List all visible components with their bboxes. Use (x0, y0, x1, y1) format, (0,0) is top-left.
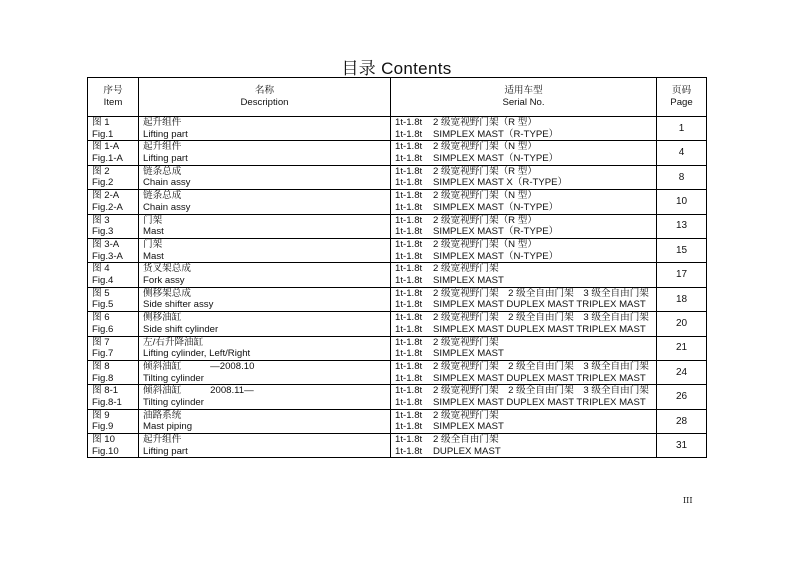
table-row (88, 434, 707, 458)
serial-text-cn: 2 级宽视野门架（R 型） (433, 117, 537, 129)
serial-range: 1t-1.8t (395, 263, 423, 275)
serial-line-en (395, 421, 652, 433)
description-cell (139, 165, 391, 189)
page-cell: 21 (657, 336, 707, 360)
serial-range: 1t-1.8t (395, 226, 423, 238)
serial-line-cn (395, 410, 652, 422)
serial-range: 1t-1.8t (395, 250, 423, 262)
serial-cell (391, 117, 657, 141)
description-cell (139, 409, 391, 433)
item-cn: 图 3-A (92, 239, 120, 251)
item-cn: 图 1 (92, 117, 110, 129)
description-en: Side shift cylinder (143, 323, 219, 335)
serial-text-cn: 2 级全自由门架 (433, 434, 499, 446)
item-cell (88, 141, 139, 165)
serial-text-en: SIMPLEX MAST（R-TYPE） (433, 128, 559, 140)
description-en: Tilting cylinder (143, 396, 204, 408)
table-row (88, 238, 707, 262)
serial-range: 1t-1.8t (395, 287, 423, 299)
table-row (88, 141, 707, 165)
serial-range: 1t-1.8t (395, 434, 423, 446)
description-cell (139, 263, 391, 287)
serial-text-en: SIMPLEX MAST DUPLEX MAST TRIPLEX MAST (433, 323, 646, 335)
serial-range: 1t-1.8t (395, 214, 423, 226)
description-en: Lifting cylinder, Left/Right (143, 348, 251, 360)
serial-line-en (395, 324, 652, 336)
serial-cell (391, 385, 657, 409)
description-cell (139, 287, 391, 311)
item-en: Fig.8-1 (92, 396, 122, 408)
serial-line-cn (395, 337, 652, 349)
serial-line-cn (395, 190, 652, 202)
item-cell (88, 336, 139, 360)
item-cell (88, 287, 139, 311)
serial-text-en: SIMPLEX MAST (433, 421, 504, 433)
serial-range: 1t-1.8t (395, 336, 423, 348)
description-cell (139, 141, 391, 165)
description-cell (139, 117, 391, 141)
serial-line-cn (395, 263, 652, 275)
description-en: Lifting part (143, 153, 188, 165)
description-en: Tilting cylinder (143, 372, 204, 384)
serial-text-cn: 2 级宽视野门架 (433, 336, 499, 348)
page-cell: 15 (657, 238, 707, 262)
serial-range: 1t-1.8t (395, 141, 423, 153)
serial-text-en: SIMPLEX MAST DUPLEX MAST TRIPLEX MAST (433, 372, 646, 384)
serial-line-cn (395, 312, 652, 324)
serial-text-cn: 2 级宽视野门架（R 型） (433, 165, 537, 177)
serial-text-en: SIMPLEX MAST DUPLEX MAST TRIPLEX MAST (433, 396, 646, 408)
serial-cell (391, 434, 657, 458)
item-cn: 图 5 (92, 287, 110, 299)
description-cell (139, 336, 391, 360)
item-en: Fig.7 (92, 348, 114, 360)
serial-range: 1t-1.8t (395, 201, 423, 213)
table-row (88, 409, 707, 433)
serial-text-cn: 2 级宽视野门架 2 级全自由门架 3 级全自由门架 (433, 312, 649, 324)
item-en: Fig.2 (92, 177, 114, 189)
page-cell: 13 (657, 214, 707, 238)
page-cell: 18 (657, 287, 707, 311)
serial-line-en (395, 446, 652, 458)
serial-line-cn (395, 385, 652, 397)
serial-range: 1t-1.8t (395, 396, 423, 408)
serial-range: 1t-1.8t (395, 299, 423, 311)
item-cn: 图 10 (92, 434, 115, 446)
page-cell: 17 (657, 263, 707, 287)
description-cell (139, 385, 391, 409)
description-cn: 起升组件 (143, 141, 182, 153)
description-cn: 倾斜油缸 2008.11— (143, 385, 254, 397)
description-cn: 货叉架总成 (143, 263, 191, 275)
serial-line-en (395, 348, 652, 360)
serial-range: 1t-1.8t (395, 348, 423, 360)
serial-range: 1t-1.8t (395, 372, 423, 384)
serial-range: 1t-1.8t (395, 312, 423, 324)
description-en: Lifting part (143, 128, 188, 140)
serial-range: 1t-1.8t (395, 409, 423, 421)
item-cell (88, 238, 139, 262)
serial-text-cn: 2 级宽视野门架 2 级全自由门架 3 级全自由门架 (433, 287, 649, 299)
table-row (88, 190, 707, 214)
serial-range: 1t-1.8t (395, 385, 423, 397)
item-en: Fig.10 (92, 445, 119, 457)
serial-cell (391, 409, 657, 433)
serial-range: 1t-1.8t (395, 190, 423, 202)
header-page-cn: 页码 (671, 85, 692, 97)
item-cell (88, 434, 139, 458)
item-cell (88, 190, 139, 214)
serial-line-cn (395, 215, 652, 227)
serial-text-en: SIMPLEX MAST DUPLEX MAST TRIPLEX MAST (433, 299, 646, 311)
serial-range: 1t-1.8t (395, 153, 423, 165)
serial-cell (391, 287, 657, 311)
description-en: Mast piping (143, 421, 193, 433)
item-cn: 图 8-1 (92, 385, 119, 397)
serial-line-cn (395, 141, 652, 153)
description-cell (139, 434, 391, 458)
serial-range: 1t-1.8t (395, 128, 423, 140)
description-cell (139, 214, 391, 238)
serial-range: 1t-1.8t (395, 117, 423, 129)
description-en: Fork assy (143, 275, 185, 287)
serial-line-cn (395, 361, 652, 373)
serial-line-cn (395, 434, 652, 446)
serial-line-en (395, 275, 652, 287)
serial-text-en: SIMPLEX MAST（R-TYPE） (433, 226, 559, 238)
item-cn: 图 2-A (92, 190, 120, 202)
serial-text-en: DUPLEX MAST (433, 445, 501, 457)
item-en: Fig.4 (92, 275, 114, 287)
header-item-en: Item (103, 97, 123, 108)
serial-text-en: SIMPLEX MAST（N-TYPE） (433, 201, 559, 213)
item-cell (88, 117, 139, 141)
serial-text-cn: 2 级宽视野门架（N 型） (433, 141, 537, 153)
serial-text-en: SIMPLEX MAST X（R-TYPE） (433, 177, 568, 189)
serial-line-en (395, 177, 652, 189)
serial-range: 1t-1.8t (395, 361, 423, 372)
serial-range: 1t-1.8t (395, 177, 423, 189)
serial-line-en (395, 251, 652, 263)
serial-cell (391, 336, 657, 360)
item-cell (88, 165, 139, 189)
table-row (88, 385, 707, 409)
table-row (88, 214, 707, 238)
item-cn: 图 7 (92, 336, 110, 348)
serial-cell (391, 312, 657, 336)
serial-text-en: SIMPLEX MAST（N-TYPE） (433, 153, 559, 165)
item-en: Fig.5 (92, 299, 114, 311)
table-row (88, 165, 707, 189)
serial-line-cn (395, 288, 652, 300)
serial-line-cn (395, 117, 652, 129)
table-header-row (88, 78, 707, 117)
page-cell: 28 (657, 409, 707, 433)
header-description (139, 78, 391, 117)
serial-text-cn: 2 级宽视野门架（N 型） (433, 190, 537, 202)
item-cn: 图 3 (92, 214, 110, 226)
header-serial-en: Serial No. (502, 97, 545, 108)
serial-text-en: SIMPLEX MAST (433, 275, 504, 287)
description-en: Side shifter assy (143, 299, 214, 311)
serial-cell (391, 165, 657, 189)
item-en: Fig.8 (92, 372, 114, 384)
table-row (88, 336, 707, 360)
serial-line-en (395, 397, 652, 409)
serial-range: 1t-1.8t (395, 275, 423, 287)
item-cell (88, 214, 139, 238)
item-cell (88, 360, 139, 384)
header-page-en: Page (670, 97, 693, 108)
item-cn: 图 2 (92, 165, 110, 177)
page-title: 目录 Contents (341, 59, 452, 78)
page-cell: 20 (657, 312, 707, 336)
header-serial-cn: 适用车型 (504, 85, 543, 97)
description-cn: 门架 (143, 239, 163, 251)
table-row (88, 287, 707, 311)
page-cell: 8 (657, 165, 707, 189)
serial-line-en (395, 299, 652, 311)
header-item (88, 78, 139, 117)
page-cell: 26 (657, 385, 707, 409)
page-cell: 10 (657, 190, 707, 214)
serial-cell (391, 141, 657, 165)
table-row (88, 312, 707, 336)
serial-range: 1t-1.8t (395, 239, 423, 251)
serial-range: 1t-1.8t (395, 445, 423, 457)
description-en: Chain assy (143, 201, 191, 213)
item-en: Fig.3-A (92, 250, 123, 262)
description-cn: 链条总成 (143, 165, 182, 177)
item-en: Fig.2-A (92, 201, 123, 213)
header-desc-en: Description (240, 97, 289, 108)
description-cn: 倾斜油缸 —2008.10 (143, 361, 255, 372)
item-cell (88, 312, 139, 336)
header-item-cn: 序号 (103, 85, 123, 97)
header-serial (391, 78, 657, 117)
item-en: Fig.6 (92, 323, 114, 335)
table-row (88, 360, 707, 384)
description-cell (139, 312, 391, 336)
header-page (657, 78, 707, 117)
serial-cell (391, 360, 657, 384)
serial-line-en (395, 373, 652, 385)
serial-range: 1t-1.8t (395, 323, 423, 335)
table-row (88, 117, 707, 141)
item-cn: 图 9 (92, 409, 110, 421)
description-en: Lifting part (143, 445, 188, 457)
serial-line-en (395, 202, 652, 214)
contents-table (87, 77, 707, 458)
serial-text-cn: 2 级宽视野门架（N 型） (433, 239, 537, 251)
serial-line-en (395, 226, 652, 238)
serial-text-cn: 2 级宽视野门架 2 级全自由门架 3 级全自由门架 (433, 361, 649, 372)
item-cn: 图 1-A (92, 141, 120, 153)
description-cell (139, 238, 391, 262)
serial-text-en: SIMPLEX MAST (433, 348, 504, 360)
serial-line-en (395, 153, 652, 165)
serial-text-cn: 2 级宽视野门架 (433, 409, 499, 421)
description-cn: 链条总成 (143, 190, 182, 202)
serial-line-cn (395, 166, 652, 178)
serial-range: 1t-1.8t (395, 421, 423, 433)
description-cell (139, 360, 391, 384)
serial-text-cn: 2 级宽视野门架 2 级全自由门架 3 级全自由门架 (433, 385, 649, 397)
page-cell: 31 (657, 434, 707, 458)
item-en: Fig.1-A (92, 153, 123, 165)
page-cell: 24 (657, 360, 707, 384)
item-en: Fig.1 (92, 128, 114, 140)
description-cn: 侧移架总成 (143, 287, 191, 299)
serial-range: 1t-1.8t (395, 165, 423, 177)
item-cell (88, 263, 139, 287)
description-en: Mast (143, 250, 164, 262)
serial-line-cn (395, 239, 652, 251)
table-row (88, 263, 707, 287)
page-cell: 1 (657, 117, 707, 141)
item-cell (88, 385, 139, 409)
description-cn: 门架 (143, 214, 163, 226)
serial-cell (391, 238, 657, 262)
serial-text-en: SIMPLEX MAST（N-TYPE） (433, 250, 559, 262)
header-desc-cn: 名称 (254, 85, 275, 97)
description-en: Mast (143, 226, 164, 238)
page-number: III (683, 496, 693, 505)
description-en: Chain assy (143, 177, 191, 189)
item-cell (88, 409, 139, 433)
item-en: Fig.3 (92, 226, 114, 238)
description-cn: 左/右升降油缸 (143, 336, 204, 348)
serial-text-cn: 2 级宽视野门架（R 型） (433, 214, 537, 226)
item-cn: 图 4 (92, 263, 110, 275)
serial-cell (391, 214, 657, 238)
description-cn: 侧移油缸 (143, 312, 182, 324)
description-cn: 起升组件 (143, 434, 182, 446)
serial-cell (391, 263, 657, 287)
page-cell: 4 (657, 141, 707, 165)
item-cn: 图 8 (92, 361, 110, 372)
description-cn: 起升组件 (143, 117, 182, 129)
description-cn: 油路系统 (143, 409, 182, 421)
description-cell (139, 190, 391, 214)
serial-cell (391, 190, 657, 214)
serial-line-en (395, 129, 652, 141)
serial-text-cn: 2 级宽视野门架 (433, 263, 499, 275)
item-en: Fig.9 (92, 421, 114, 433)
item-cn: 图 6 (92, 312, 110, 324)
